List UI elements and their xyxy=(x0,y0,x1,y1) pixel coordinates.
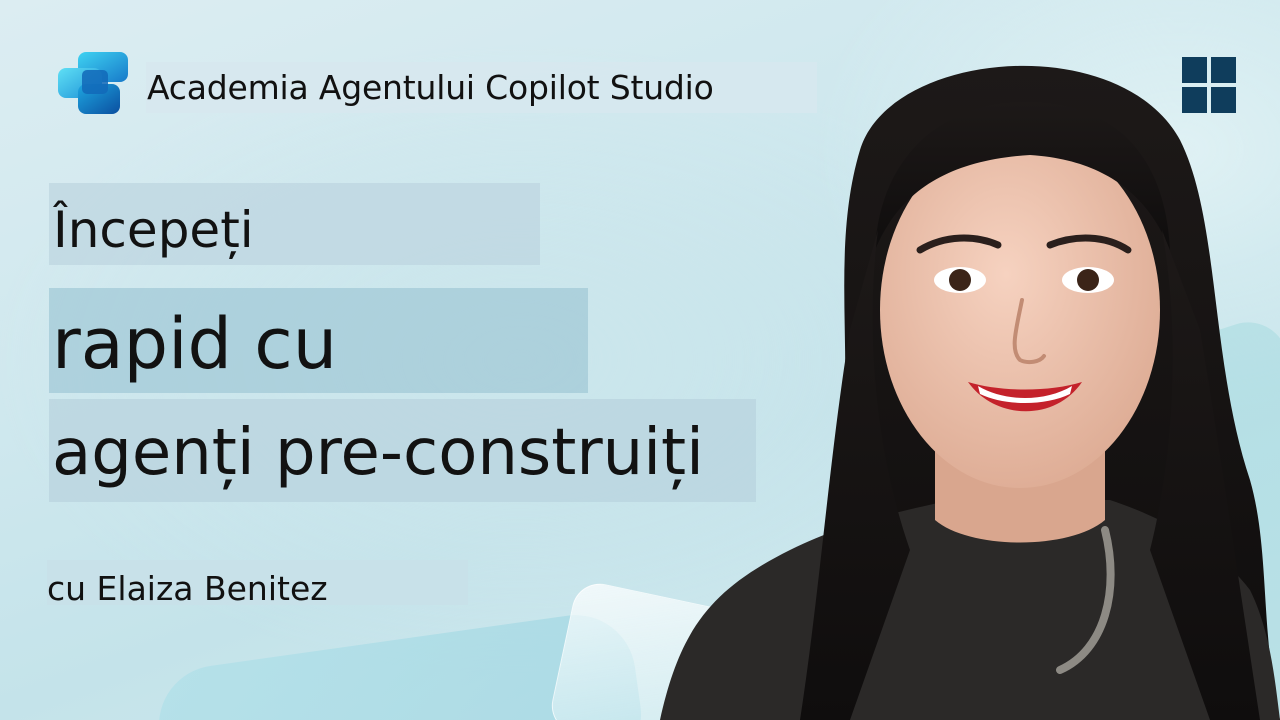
presenter-byline: cu Elaiza Benitez xyxy=(47,560,468,605)
presenter-portrait-icon xyxy=(650,30,1280,720)
headline-line-3: agenți pre-construiți xyxy=(49,399,756,502)
course-title: Academia Agentului Copilot Studio xyxy=(146,62,817,113)
headline-line-2: rapid cu xyxy=(49,288,588,393)
copilot-studio-logo-icon xyxy=(56,50,132,116)
headline-line-1: Începeți xyxy=(49,183,540,265)
